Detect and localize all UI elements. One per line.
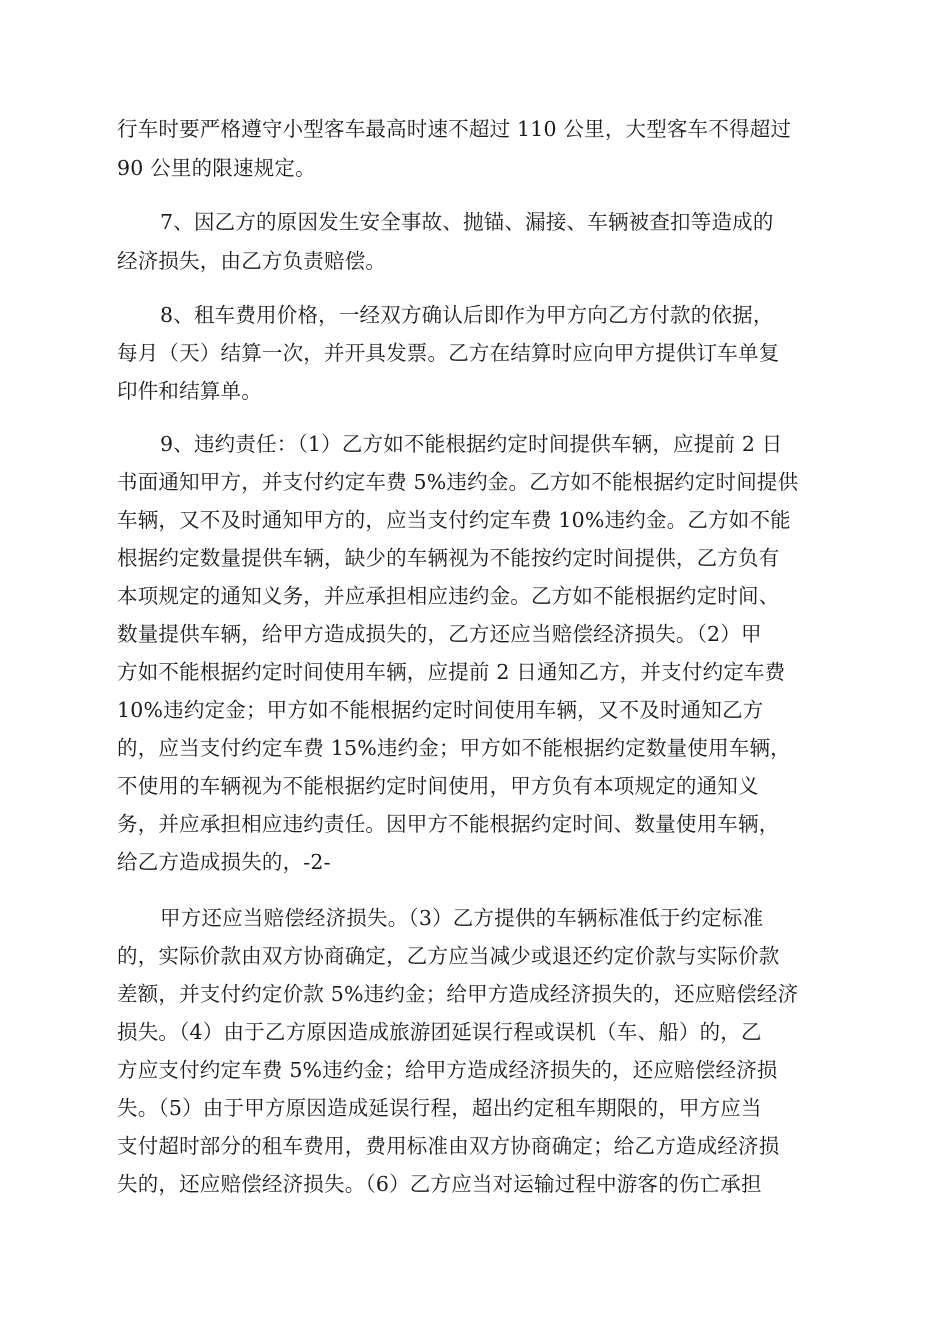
text-line: 经济损失，由乙方负责赔偿。 [117, 249, 387, 273]
text-line: 书面通知甲方，并支付约定车费 5%违约金。乙方如不能根据约定时间提供 [117, 470, 799, 494]
text-line: 失。（5）由于甲方原因造成延误行程，超出约定租车期限的，甲方应当 [117, 1096, 762, 1120]
text-line: 数量提供车辆，给甲方造成损失的，乙方还应当赔偿经济损失。（2）甲 [117, 622, 762, 646]
text-line: 方应支付约定车费 5%违约金；给甲方造成经济损失的，还应赔偿经济损 [117, 1058, 778, 1082]
paragraph-8-start: 8、租车费用价格，一经双方确认后即作为甲方向乙方付款的依据， [160, 303, 774, 327]
text-line: 车辆，又不及时通知甲方的，应当支付约定车费 10%违约金。乙方如不能 [117, 508, 791, 532]
text-line: 失的，还应赔偿经济损失。（6）乙方应当对运输过程中游客的伤亡承担 [117, 1172, 762, 1196]
text-line: 支付超时部分的租车费用，费用标准由双方协商确定；给乙方造成经济损 [117, 1134, 780, 1158]
text-line: 损失。（4）由于乙方原因造成旅游团延误行程或误机（车、船）的，乙 [117, 1020, 762, 1044]
text-line: 本项规定的通知义务，并应承担相应违约金。乙方如不能根据约定时间、 [117, 584, 780, 608]
text-line: 给乙方造成损失的，-2- [117, 850, 331, 874]
text-line: 不使用的车辆视为不能根据约定时间使用，甲方负有本项规定的通知义 [117, 774, 759, 798]
text-line: 每月（天）结算一次，并开具发票。乙方在结算时应向甲方提供订车单复 [117, 341, 780, 365]
paragraph-9-start: 9、违约责任：（1）乙方如不能根据约定时间提供车辆，应提前 2 日 [160, 432, 783, 456]
text-line: 根据约定数量提供车辆，缺少的车辆视为不能按约定时间提供，乙方负有 [117, 546, 780, 570]
paragraph-7-start: 7、因乙方的原因发生安全事故、抛锚、漏接、车辆被查扣等造成的 [160, 210, 774, 234]
text-line: 的，实际价款由双方协商确定，乙方应当减少或退还约定价款与实际价款 [117, 944, 780, 968]
text-line: 90 公里的限速规定。 [117, 156, 316, 180]
text-line: 方如不能根据约定时间使用车辆，应提前 2 日通知乙方，并支付约定车费 [117, 660, 786, 684]
text-line: 行车时要严格遵守小型客车最高时速不超过 110 公里，大型客车不得超过 [117, 117, 792, 141]
text-line: 印件和结算单。 [117, 379, 262, 403]
text-line: 差额，并支付约定价款 5%违约金；给甲方造成经济损失的，还应赔偿经济 [117, 982, 799, 1006]
text-line: 的，应当支付约定车费 15%违约金；甲方如不能根据约定数量使用车辆， [117, 736, 791, 760]
paragraph-continuation-start: 甲方还应当赔偿经济损失。（3）乙方提供的车辆标准低于约定标准 [160, 906, 764, 930]
text-line: 10%违约定金；甲方如不能根据约定时间使用车辆，又不及时通知乙方 [117, 698, 764, 722]
text-line: 务，并应承担相应违约责任。因甲方不能根据约定时间、数量使用车辆， [117, 812, 780, 836]
